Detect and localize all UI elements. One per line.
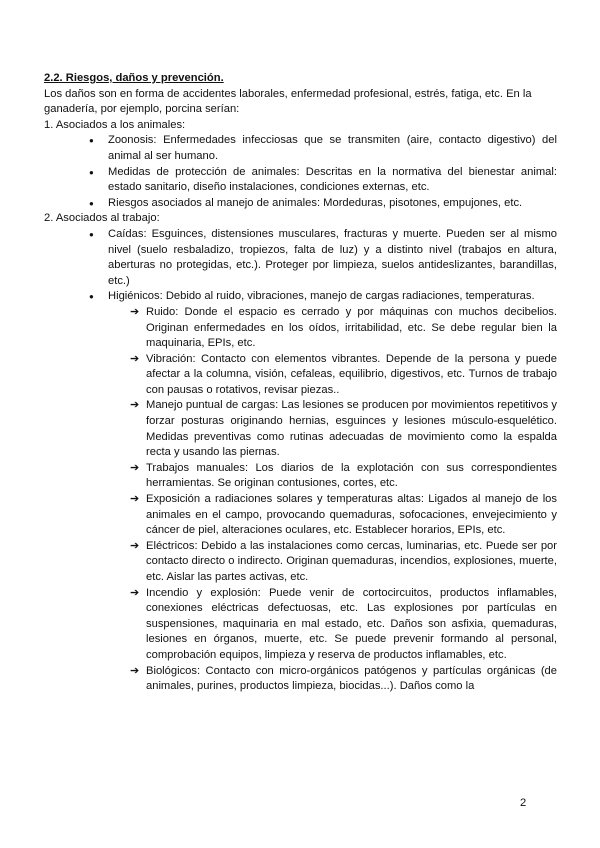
section-title: 2.2. Riesgos, daños y prevención. (44, 72, 224, 84)
sub-list-item: ➔ Eléctricos: Debido a las instalaciones como cercas, luminarias, etc. Puede ser por contacto directo o indirecto. Originan quemaduras, incendios, explosiones, muerte, etc. Aislar las partes activas, etc. (146, 539, 557, 586)
document-page (44, 71, 557, 695)
sub-list-item: ➔ Vibración: Contacto con elementos vibrantes. Depende de la persona y puede afectar a la columna, visión, cefaleas, equilibrio, digestivos, etc. Turnos de trabajo con pausas o rotativos, revisar piezas.. (146, 352, 557, 399)
list-item: ● Medidas de protección de animales: Descritas en la normativa del bienestar animal: estado sanitario, diseño instalaciones, condiciones externas, etc. (108, 165, 557, 196)
higienicos-text: ● Higiénicos: Debido al ruido, vibraciones, manejo de cargas radiaciones, temperaturas. (108, 290, 535, 303)
sub-list-item: ➔ Incendio y explosión: Puede venir de cortocircuitos, productos inflamables, conexiones eléctricas defectuosas, etc. Las explosiones por partículas en suspensiones, maquinaria en mal estado, etc. Daños son asfixia, quemaduras, lesiones en órganos, muerte, etc. Se puede prevenir formando al personal, comprobación equipos, limpieza y reserva de productos inflamables, etc. (146, 586, 557, 664)
section1-heading: 1. Asociados a los animales: (44, 118, 186, 131)
higienicos-sublist (108, 305, 557, 695)
sub-list-item: ➔ Exposición a radiaciones solares y temperaturas altas: Ligados al manejo de los animales en el campo, provocando quemaduras, sofocaciones, envejecimiento y cáncer de piel, alteraciones oculares, etc. Establecer horarios, EPIs, etc. (146, 492, 557, 539)
sub-list-item: ➔ Manejo puntual de cargas: Las lesiones se producen por movimientos repetitivos y forzar posturas originando hernias, esguinces y lesiones músculo-esquelético. Medidas preventivas como rutinas adecuadas de movimiento como la espalda recta y usando las piernas. (146, 398, 557, 460)
section1-list (44, 133, 557, 211)
page-number: 2 (520, 797, 527, 809)
section2-list (44, 227, 557, 695)
section2-heading: 2. Asociados al trabajo: (44, 212, 160, 225)
sub-list-item: ➔ Trabajos manuales: Los diarios de la explotación con sus correspondientes herramientas. Se originan contusiones, cortes, etc. (146, 461, 557, 492)
list-item: ● Riesgos asociados al manejo de animales: Mordeduras, pisotones, empujones, etc. (108, 196, 557, 212)
sub-list-item: ➔ Biológicos: Contacto con micro-orgánicos patógenos y partículas orgánicas (de animales, purines, productos limpieza, biocidas...). Daños como la (146, 664, 557, 695)
list-item-caidas: ● Caídas: Esguinces, distensiones musculares, fracturas y muerte. Pueden ser al mismo nivel (suelo resbaladizo, tropiezos, falta de luz) y a distinto nivel (trabajos en altura, aberturas no protegidas, etc.). Proteger por limpieza, suelos antideslizantes, barandillas, etc.) (108, 227, 557, 289)
list-item: ● Zoonosis: Enfermedades infecciosas que se transmiten (aire, contacto digestivo) del animal al ser humano. (108, 133, 557, 164)
sub-list-item: ➔ Ruido: Donde el espacio es cerrado y por máquinas con muchos decibelios. Originan enfermedades en los oídos, irritabilidad, etc. Se debe regular bien la maquinaria, EPIs, etc. (146, 305, 557, 352)
intro-paragraph: Los daños son en forma de accidentes laborales, enfermedad profesional, estrés, fatiga, etc. En la ganadería, por ejemplo, porcina serían: (44, 87, 532, 116)
list-item-higienicos (108, 289, 557, 694)
